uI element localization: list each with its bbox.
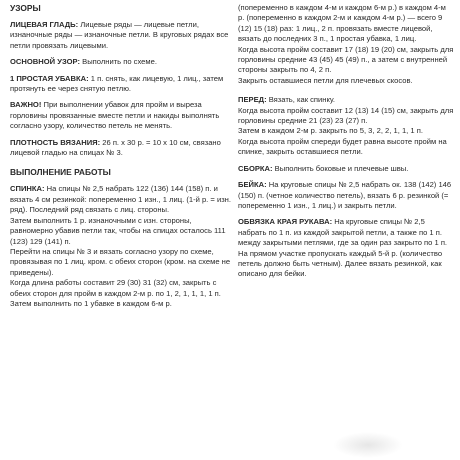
section-heading-patterns: УЗОРЫ <box>10 3 41 13</box>
paragraph-simple-decrease <box>10 74 232 95</box>
left-column <box>10 0 232 460</box>
term-assembly: СБОРКА: <box>238 163 273 173</box>
term-front: ПЕРЕД: <box>238 95 267 105</box>
paragraph-neckband <box>238 180 454 211</box>
text-assembly: Выполнить боковые и плечевые швы. <box>272 163 409 173</box>
text-front: Вязать, как спинку. Когда высота пройм составит 12 (13) 14 (15) см, закрыть для горловины средние 21 (23) 23 (27) п. Затем в каждом 2-м р. закрыть по 5, 3, 2, 2, 1, 1, 1 п. Когда высота пройм спереди будет равна высоте пройм на спинке, закрыть оставшиеся петли. <box>238 95 454 157</box>
text-back: На спицы № 2,5 набрать 122 (136) 144 (158) п. и вязать 4 см резинкой: попеременно 1 изн., 1 лиц. (1-й р. = изн. ряд). Последний ряд связать с лиц. стороны. Затем выполнить 1 р. изнаночными с изн. стороны, равномерно убавив петли так, чтобы на спицах осталось 111 (123) 129 (141) п. Перейти на спицы № 3 и вязать согласно узору по схеме, провязывая по 1 лиц. кром. с обеих сторон (кром. на схеме не приведены). Когда длина работы составит 29 (30) 31 (32) см, закрыть с обеих сторон для пройм в каждом 2-м р. по 1, 2, 1, 1, 1, 1 п. Затем выполнить по 1 убавке в каждом 6-м р. <box>10 184 231 308</box>
paragraph-gauge <box>10 138 232 159</box>
text-main-pattern: Выполнить по схеме. <box>80 57 157 67</box>
paragraph-back-continued: (попеременно в каждом 4-м и каждом 6-м р.) в каждом 4-м р. (попеременно в каждом 2-м и каждом 4-м р.) — всего 9 (12) 15 (18) раз: 1 лиц., 2 п. провязать вместе лицевой, вязать до последних 3 п., 1 простая убавка, 1 лиц. Когда высота пройм составит 17 (18) 19 (20) см, закрыть для горловины средние 43 (45) 45 (49) п., а затем с внутренней стороны закрыть по 4, 2 п. Закрыть оставшиеся петли для плечевых скосов. <box>238 3 454 85</box>
term-back: СПИНКА: <box>10 184 45 194</box>
paragraph-main-pattern <box>10 57 232 67</box>
text-stockinette: Лицевые ряды — лицевые петли, изнаночные ряды — изнаночные петли. В круговых рядах все петли провязать лицевыми. <box>10 20 229 50</box>
paragraph-important <box>10 100 232 131</box>
term-main-pattern: ОСНОВНОЙ УЗОР: <box>10 57 81 67</box>
section-heading-instructions: ВЫПОЛНЕНИЕ РАБОТЫ <box>10 167 111 178</box>
term-stockinette: ЛИЦЕВАЯ ГЛАДЬ: <box>10 20 79 29</box>
paragraph-back <box>10 184 232 309</box>
text-gauge: 26 п. х 30 р. = 10 х 10 см, связано лицевой гладью на спицах № 3. <box>10 137 221 158</box>
paragraph-assembly <box>238 164 454 174</box>
term-sleeve-edging: ОБВЯЗКА КРАЯ РУКАВА: <box>238 217 333 227</box>
paragraph-sleeve-edging <box>238 217 454 279</box>
paragraph-front <box>238 95 454 157</box>
term-gauge: ПЛОТНОСТЬ ВЯЗАНИЯ: <box>10 137 101 147</box>
text-neckband: На круговые спицы № 2,5 набрать ок. 138 (142) 146 (150) п. (четное количество петель), вязать 6 р. резинкой (= попеременно 1 изн., 1 лиц.) и закрыть петли. <box>238 180 452 210</box>
term-important: ВАЖНО! <box>10 100 42 110</box>
term-neckband: БЕЙКА: <box>238 180 267 190</box>
text-simple-decrease: 1 п. снять, как лицевую, 1 лиц., затем протянуть ее через снятую петлю. <box>10 73 224 94</box>
text-sleeve-edging: На круговые спицы № 2,5 набрать по 1 п. из каждой закрытой петли, а также по 1 п. между закрытыми петлями, где за один раз закрыто по 1 п. На прямом участке пропускать каждый 5-й р. (количество петель должно быть четным). Далее вязать резинкой, как описано для бейки. <box>238 217 448 279</box>
right-column <box>238 0 454 460</box>
paragraph-stockinette <box>10 20 232 51</box>
term-simple-decrease: 1 ПРОСТАЯ УБАВКА: <box>10 73 89 83</box>
text-important: При выполнении убавок для пройм и выреза горловины провязанные вместе петли и накиды выполнять согласно узору, количество петель не менять. <box>10 100 220 131</box>
